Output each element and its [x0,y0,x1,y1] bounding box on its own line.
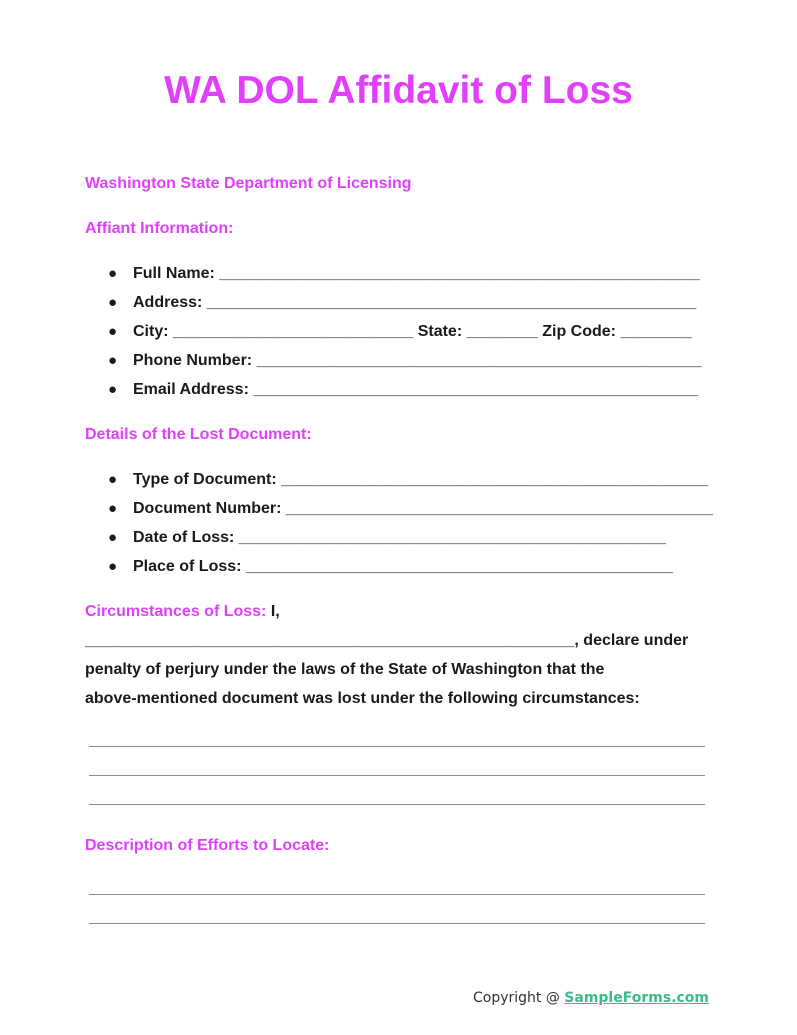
affiant-fields-list [85,264,701,409]
circumstances-line-3: penalty of perjury under the laws of the State of Washington that the [85,661,605,678]
bullet-icon: ● [108,294,118,311]
circumstances-heading: Circumstances of Loss: [85,603,267,620]
lost-document-heading: Details of the Lost Document: [85,426,312,443]
bullet-icon: ● [108,265,118,282]
efforts-write-line[interactable] [89,894,705,895]
efforts-write-line[interactable] [89,923,705,924]
circumstances-line-1 [85,597,725,626]
circumstances-line-2[interactable]: _______________________________________________________, declare under [85,632,689,649]
field-label: Email Address: __________________________________________________ [133,381,699,398]
date-of-loss-field[interactable] [85,528,713,557]
city-state-zip-field[interactable] [85,322,701,351]
circumstances-paragraph [85,597,725,713]
bullet-icon: ● [108,381,118,398]
field-label: Type of Document: ________________________________________________ [133,471,709,488]
field-label: Phone Number: __________________________________________________ [133,352,702,369]
bullet-icon: ● [108,352,118,369]
field-label: Place of Loss: ________________________________________________ [133,558,674,575]
circumstances-write-line[interactable] [89,804,705,805]
document-type-field[interactable] [85,470,713,499]
field-label: Date of Loss: ________________________________________________ [133,529,666,546]
circumstances-line-4: above-mentioned document was lost under the following circumstances: [85,690,640,707]
field-label: Full Name: ______________________________________________________ [133,265,700,282]
place-of-loss-field[interactable] [85,557,713,586]
field-label: Document Number: ________________________________________________ [133,500,714,517]
bullet-icon: ● [108,558,118,575]
footer-copyright [473,990,709,1006]
circumstances-intro: I, [266,603,280,620]
email-address-field[interactable] [85,380,701,409]
affiant-heading: Affiant Information: [85,220,234,237]
address-field[interactable] [85,293,701,322]
circumstances-write-line[interactable] [89,775,705,776]
field-label: City: ___________________________ State: ________ Zip Code: ________ [133,323,692,340]
full-name-field[interactable] [85,264,701,293]
efforts-heading: Description of Efforts to Locate: [85,837,330,854]
bullet-icon: ● [108,471,118,488]
phone-number-field[interactable] [85,351,701,380]
copyright-text: Copyright @ [472,990,565,1006]
bullet-icon: ● [108,500,118,517]
circumstances-write-line[interactable] [89,746,705,747]
bullet-icon: ● [108,529,118,546]
bullet-icon: ● [108,323,118,340]
brand-link[interactable]: SampleForms.com [564,990,709,1006]
document-number-field[interactable] [85,499,713,528]
agency-name: Washington State Department of Licensing [85,175,412,192]
lost-document-fields-list [85,470,713,586]
page-title: WA DOL Affidavit of Loss [164,69,633,112]
field-label: Address: _______________________________________________________ [133,294,697,311]
